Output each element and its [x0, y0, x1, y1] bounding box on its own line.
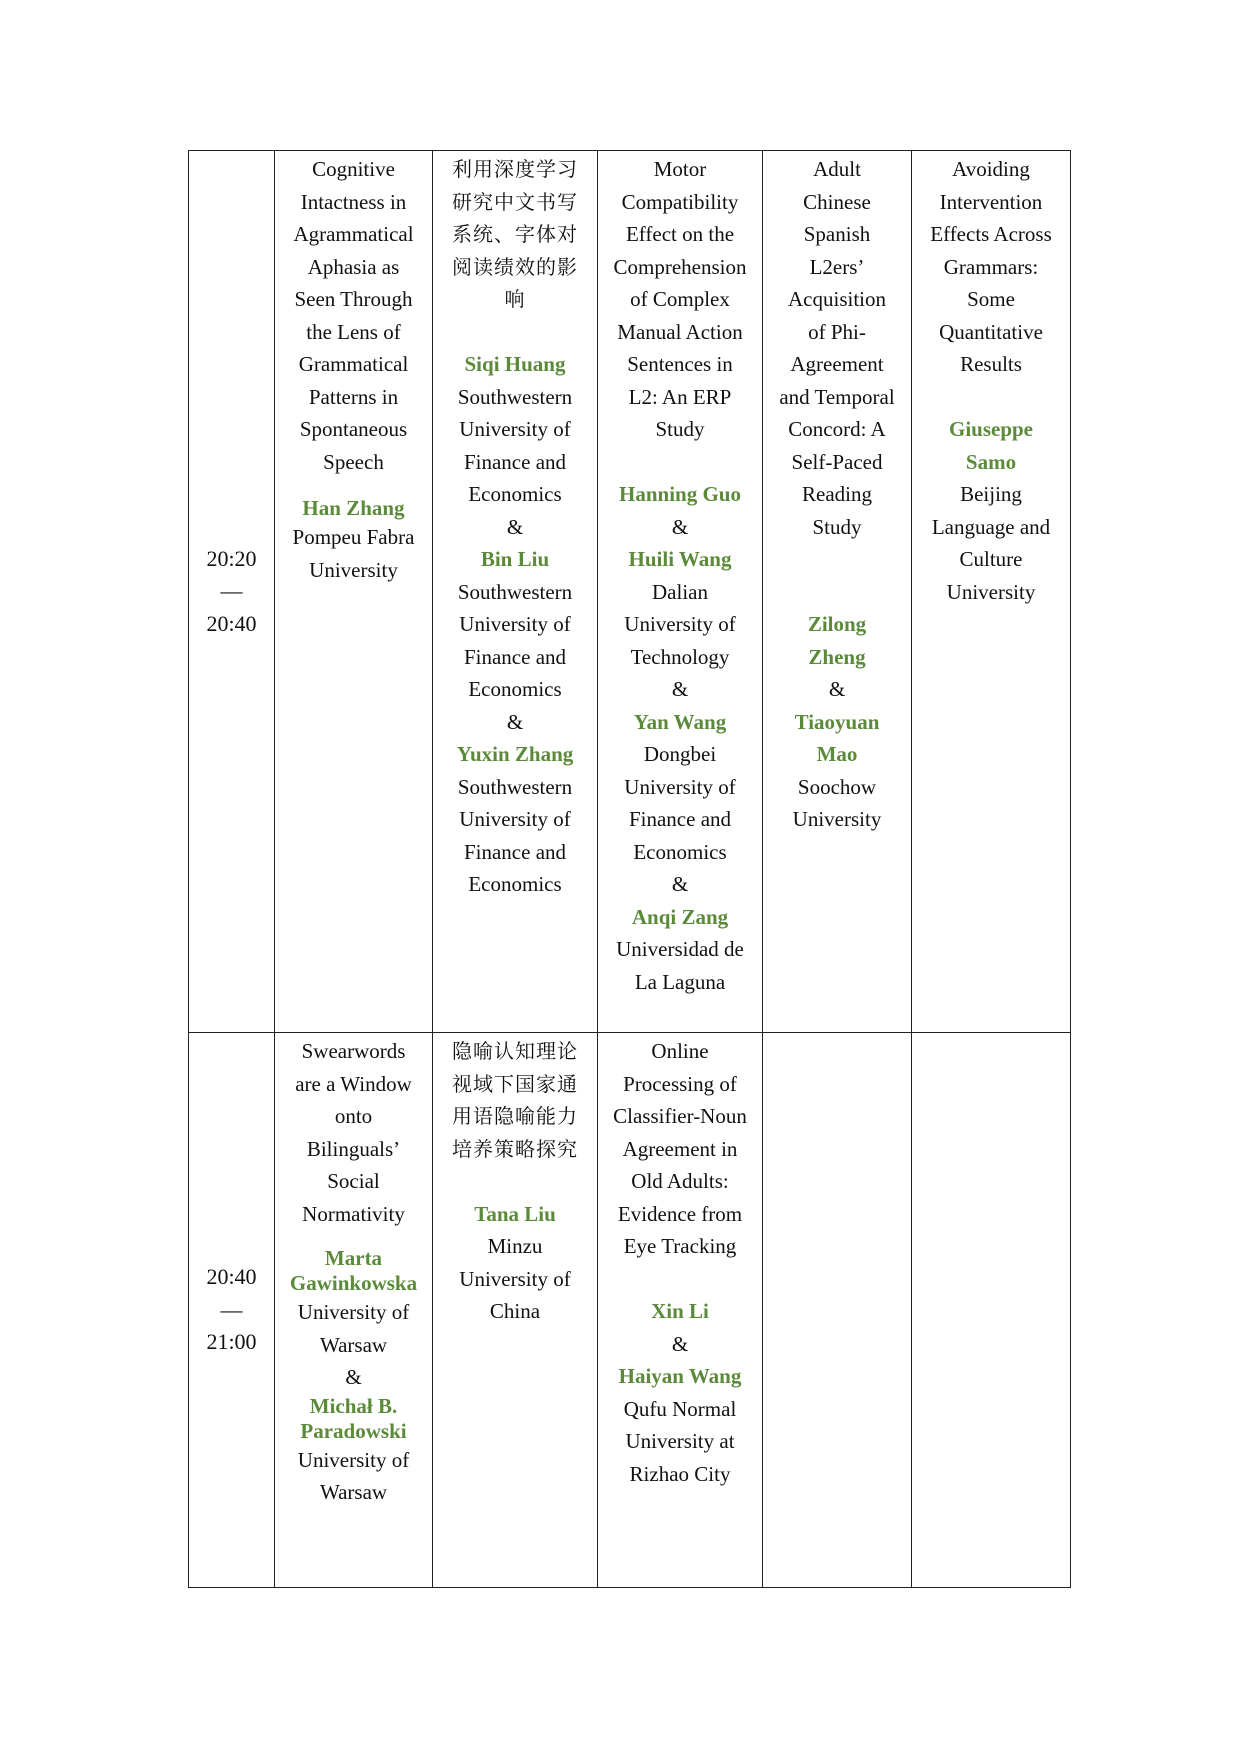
- talk-title-line: onto: [334, 1104, 373, 1128]
- author-affiliation: China: [489, 1299, 541, 1323]
- ampersand: &: [671, 1331, 689, 1356]
- talk-title-line: Motor: [653, 157, 707, 181]
- author-name: Bin Liu: [480, 547, 550, 571]
- talk-title-line: 利用深度学习: [452, 157, 578, 181]
- talk-title-line: Speech: [323, 449, 384, 474]
- time-dash: —: [220, 1296, 243, 1322]
- talk-title-line: Effects Across: [930, 222, 1052, 246]
- author-affiliation: Southwestern: [457, 579, 573, 604]
- author-affiliation: Economics: [468, 482, 562, 506]
- author-affiliation: Southwestern: [457, 384, 573, 409]
- session-cell: [598, 151, 763, 1033]
- ampersand: &: [828, 677, 846, 701]
- author-affiliation: University of: [459, 417, 571, 441]
- author-affiliation: Finance and: [628, 807, 732, 831]
- session-cell: [433, 1033, 598, 1588]
- author-name: Samo: [965, 449, 1017, 474]
- talk-title-line: Concord: A: [788, 417, 886, 441]
- session-cell: [275, 151, 433, 1033]
- author-affiliation: Beijing: [960, 482, 1022, 506]
- author-affiliation: Economics: [468, 872, 562, 896]
- time-end: 20:40: [206, 610, 257, 636]
- ampersand: &: [671, 872, 689, 896]
- talk-title-line: Comprehension: [613, 254, 747, 279]
- author-affiliation: La Laguna: [634, 969, 726, 994]
- author-name: Anqi Zang: [631, 904, 729, 929]
- author-affiliation: Warsaw: [319, 1480, 388, 1504]
- talk-title-line: 用语隐喻能力: [452, 1104, 578, 1128]
- session-cell: [912, 151, 1071, 1033]
- talk-title-line: Evidence from: [617, 1201, 743, 1226]
- talk-title-line: Aphasia as: [307, 254, 400, 279]
- talk-title-line: Study: [655, 417, 705, 441]
- talk-title-line: Intervention: [939, 189, 1043, 214]
- talk-title-line: L2ers’: [809, 254, 865, 279]
- author-name: Paradowski: [300, 1418, 407, 1443]
- talk-title-line: Spanish: [803, 222, 871, 246]
- author-name: Yan Wang: [633, 709, 727, 734]
- author-affiliation: University of: [459, 1266, 571, 1291]
- author-affiliation: University: [946, 579, 1036, 604]
- author-affiliation: Economics: [468, 677, 562, 701]
- author-name: Zheng: [808, 644, 866, 669]
- talk-title-line: Seen Through: [294, 287, 413, 311]
- time-slot: [189, 1033, 275, 1588]
- empty-session-cell: [763, 1033, 912, 1588]
- author-name: Mao: [816, 742, 858, 766]
- talk-title-line: Processing of: [623, 1071, 737, 1096]
- author-name: Marta: [324, 1246, 383, 1270]
- author-affiliation: Universidad de: [616, 937, 744, 961]
- talk-title-line: of Complex: [630, 287, 730, 311]
- talk-title-line: Grammars:: [943, 254, 1039, 279]
- talk-title-line: Normativity: [302, 1201, 405, 1226]
- talk-title-line: Manual Action: [617, 319, 743, 344]
- talk-title-line: Agreement in: [622, 1136, 738, 1161]
- talk-title-line: Social: [327, 1169, 380, 1193]
- author-name: Tiaoyuan: [794, 709, 880, 734]
- author-affiliation: Dongbei: [643, 742, 717, 766]
- time-slot: [189, 151, 275, 1033]
- author-name: Siqi Huang: [464, 352, 566, 376]
- author-affiliation: Technology: [630, 644, 730, 669]
- talk-title-line: Some: [967, 287, 1015, 311]
- author-affiliation: Finance and: [463, 644, 567, 669]
- author-affiliation: University of: [624, 774, 736, 799]
- author-name: Han Zhang: [302, 496, 405, 520]
- talk-title-line: Eye Tracking: [623, 1234, 737, 1258]
- author-affiliation: University: [792, 807, 882, 831]
- author-name: Michał B.: [309, 1393, 398, 1418]
- talk-title-line: 研究中文书写: [452, 189, 578, 214]
- talk-title-line: Online: [651, 1039, 709, 1063]
- table-row: [189, 1033, 1071, 1588]
- talk-title-line: 视域下国家通: [452, 1071, 578, 1096]
- ampersand: &: [506, 514, 524, 539]
- author-name: Huili Wang: [628, 547, 732, 571]
- talk-title-line: Intactness in: [300, 189, 407, 214]
- talk-title-line: 响: [504, 287, 526, 311]
- author-affiliation: Finance and: [463, 449, 567, 474]
- talk-title-line: Avoiding: [952, 157, 1030, 181]
- talk-title-line: Bilinguals’: [306, 1136, 401, 1161]
- time-start: 20:20: [206, 545, 257, 571]
- talk-title-line: are a Window: [295, 1071, 412, 1096]
- talk-title-line: Grammatical: [298, 352, 409, 376]
- author-name: Giuseppe: [948, 417, 1034, 441]
- session-cell: [598, 1033, 763, 1588]
- ampersand: &: [506, 709, 524, 734]
- author-affiliation: University of: [624, 612, 736, 636]
- author-affiliation: University at: [625, 1429, 735, 1453]
- author-affiliation: Soochow: [797, 774, 877, 799]
- talk-title-line: Cognitive: [312, 157, 395, 181]
- author-affiliation: Southwestern: [457, 774, 573, 799]
- talk-title-line: 隐喻认知理论: [452, 1039, 578, 1063]
- talk-title-line: Adult: [813, 157, 861, 181]
- talk-title-line: Agreement: [790, 352, 884, 376]
- author-affiliation: Economics: [633, 839, 727, 864]
- session-cell: [763, 151, 912, 1033]
- talk-title-line: Acquisition: [788, 287, 886, 311]
- author-affiliation: Language and: [931, 514, 1051, 539]
- talk-title-line: 系统、字体对: [452, 222, 578, 246]
- ampersand: &: [671, 677, 689, 701]
- author-name: Gawinkowska: [289, 1271, 418, 1295]
- author-name: Yuxin Zhang: [456, 742, 574, 766]
- time-end: 21:00: [206, 1329, 257, 1355]
- ampersand: &: [671, 514, 689, 539]
- session-cell: [275, 1033, 433, 1588]
- talk-title-line: Agrammatical: [293, 222, 414, 246]
- author-affiliation: Dalian: [652, 579, 708, 604]
- talk-title-line: Old Adults:: [631, 1169, 729, 1193]
- talk-title-line: of Phi-: [808, 319, 866, 344]
- author-affiliation: Warsaw: [319, 1332, 388, 1357]
- talk-title-line: L2: An ERP: [628, 384, 732, 409]
- talk-title-line: 培养策略探究: [452, 1136, 578, 1161]
- talk-title-line: Compatibility: [621, 189, 739, 214]
- talk-title-line: Study: [812, 514, 862, 539]
- talk-title-line: Swearwords: [301, 1039, 406, 1063]
- author-name: Xin Li: [651, 1299, 709, 1323]
- talk-title-line: Results: [960, 352, 1022, 376]
- talk-title-line: Reading: [802, 482, 872, 506]
- author-name: Hanning Guo: [619, 482, 741, 506]
- author-affiliation: Qufu Normal: [623, 1396, 737, 1421]
- author-affiliation: Finance and: [463, 839, 567, 864]
- author-affiliation: University of: [297, 1300, 410, 1324]
- schedule-table: [188, 150, 1071, 1588]
- author-affiliation: University: [309, 557, 398, 582]
- author-affiliation: University of: [459, 807, 571, 831]
- empty-session-cell: [912, 1033, 1071, 1588]
- talk-title-line: Sentences in: [627, 352, 733, 376]
- ampersand: &: [345, 1365, 362, 1389]
- talk-title-line: 阅读绩效的影: [452, 254, 578, 279]
- author-affiliation: University of: [459, 612, 571, 636]
- author-affiliation: Pompeu Fabra: [292, 525, 415, 549]
- talk-title-line: Quantitative: [939, 319, 1043, 344]
- session-cell: [433, 151, 598, 1033]
- talk-title-line: Effect on the: [625, 222, 735, 246]
- table-row: [189, 151, 1071, 1033]
- talk-title-line: Patterns in: [308, 384, 399, 409]
- talk-title-line: Spontaneous: [299, 417, 408, 441]
- author-affiliation: Rizhao City: [629, 1461, 731, 1486]
- author-name: Zilong: [807, 612, 867, 636]
- talk-title-line: Chinese: [803, 189, 871, 214]
- author-affiliation: University of: [297, 1447, 410, 1472]
- author-name: Tana Liu: [474, 1201, 556, 1226]
- author-name: Haiyan Wang: [618, 1364, 742, 1388]
- talk-title-line: the Lens of: [306, 319, 401, 344]
- talk-title-line: and Temporal: [779, 384, 895, 409]
- time-start: 20:40: [206, 1264, 257, 1290]
- author-affiliation: Minzu: [487, 1234, 543, 1258]
- time-dash: —: [220, 578, 243, 604]
- author-affiliation: Culture: [959, 547, 1023, 571]
- talk-title-line: Classifier-Noun: [613, 1104, 747, 1128]
- talk-title-line: Self-Paced: [791, 449, 883, 474]
